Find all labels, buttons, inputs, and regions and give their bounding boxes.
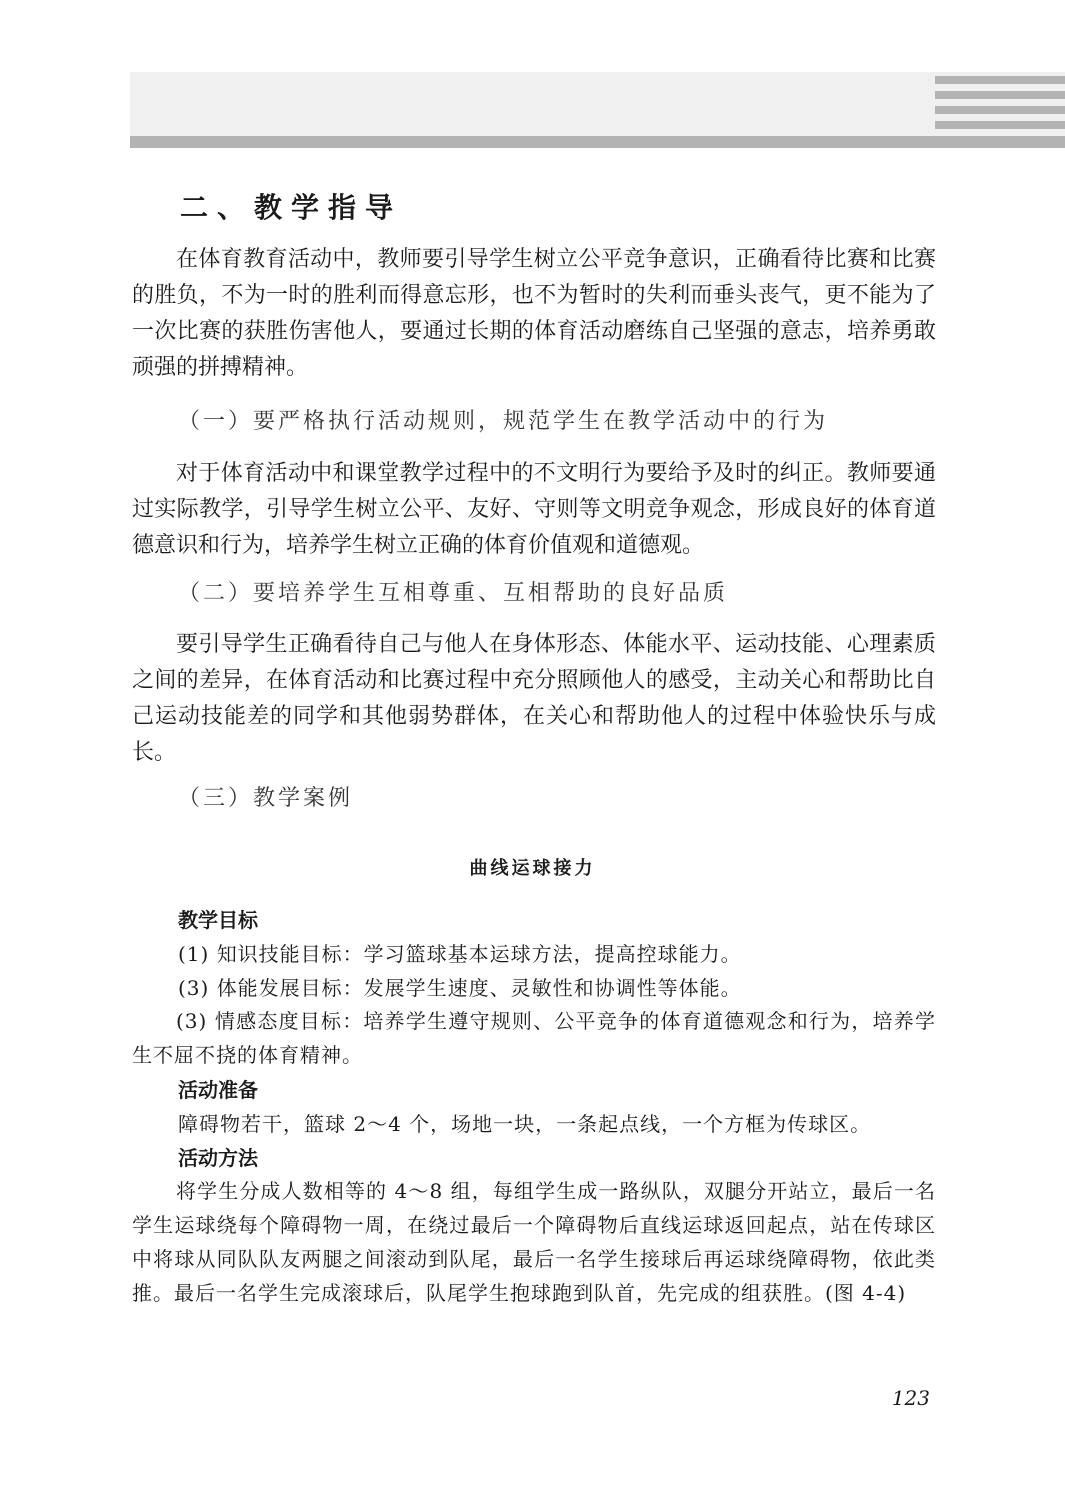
header-rule: [130, 136, 1065, 148]
paragraph-rules: 对于体育活动中和课堂教学过程中的不文明行为要给予及时的纠正。教师要通过实际教学，引导学生树立公平、友好、守则等文明竞争观念，形成良好的体育道德意识和行为，培养学生树立正确的体育价值观和道德观。: [132, 461, 936, 558]
method-text: 将学生分成人数相等的 4～8 组，每组学生成一路纵队，双腿分开站立，最后一名学生运球绕每个障碍物一周，在绕过最后一个障碍物后直线运球返回起点，站在传球区中将球从同队队友两腿之间滚动到队尾，最后一名学生接球后再运球绕障碍物，依此类推。最后一名学生完成滚球后，队尾学生抱球跑到队首，先完成的组获胜。(图 4-4): [132, 1179, 936, 1305]
subheading-case: （三）教学案例: [178, 786, 354, 811]
goal-fitness: (3) 体能发展目标：发展学生速度、灵敏性和协调性等体能。: [178, 976, 742, 1000]
header-band: [130, 72, 1065, 136]
paragraph-intro: 在体育教育活动中，教师要引导学生树立公平竞争意识，正确看待比赛和比赛的胜负，不为一时的胜利而得意忘形，也不为暂时的失利而垂头丧气，更不能为了一次比赛的获胜伤害他人，要通过长期的体育活动磨练自己坚强的意志，培养勇敢顽强的拼搏精神。: [132, 247, 936, 380]
goals-label: 教学目标: [178, 908, 258, 932]
page-number: 123: [891, 1386, 930, 1410]
case-title: 曲线运球接力: [469, 858, 596, 879]
header-stripe: [935, 106, 1065, 114]
section-title: 二、教学指导: [180, 191, 403, 224]
subheading-rules: （一）要严格执行活动规则，规范学生在教学活动中的行为: [178, 409, 829, 434]
subheading-respect: （二）要培养学生互相尊重、互相帮助的良好品质: [178, 581, 729, 606]
goal-attitude: (3) 情感态度目标：培养学生遵守规则、公平竞争的体育道德观念和行为，培养学生不屈不挠的体育精神。: [132, 1009, 936, 1067]
goal-knowledge: (1) 知识技能目标：学习篮球基本运球方法，提高控球能力。: [178, 942, 742, 966]
prep-label: 活动准备: [178, 1078, 258, 1102]
method-label: 活动方法: [178, 1146, 258, 1170]
paragraph-respect: 要引导学生正确看待自己与他人在身体形态、体能水平、运动技能、心理素质之间的差异，在体育活动和比赛过程中充分照顾他人的感受，主动关心和帮助比自己运动技能差的同学和其他弱势群体，在关心和帮助他人的过程中体验快乐与成长。: [132, 632, 936, 765]
prep-text: 障碍物若干，篮球 2～4 个，场地一块，一条起点线，一个方框为传球区。: [178, 1112, 872, 1136]
header-stripe: [935, 121, 1065, 129]
header-stripe: [935, 91, 1065, 99]
header-stripe: [935, 76, 1065, 84]
